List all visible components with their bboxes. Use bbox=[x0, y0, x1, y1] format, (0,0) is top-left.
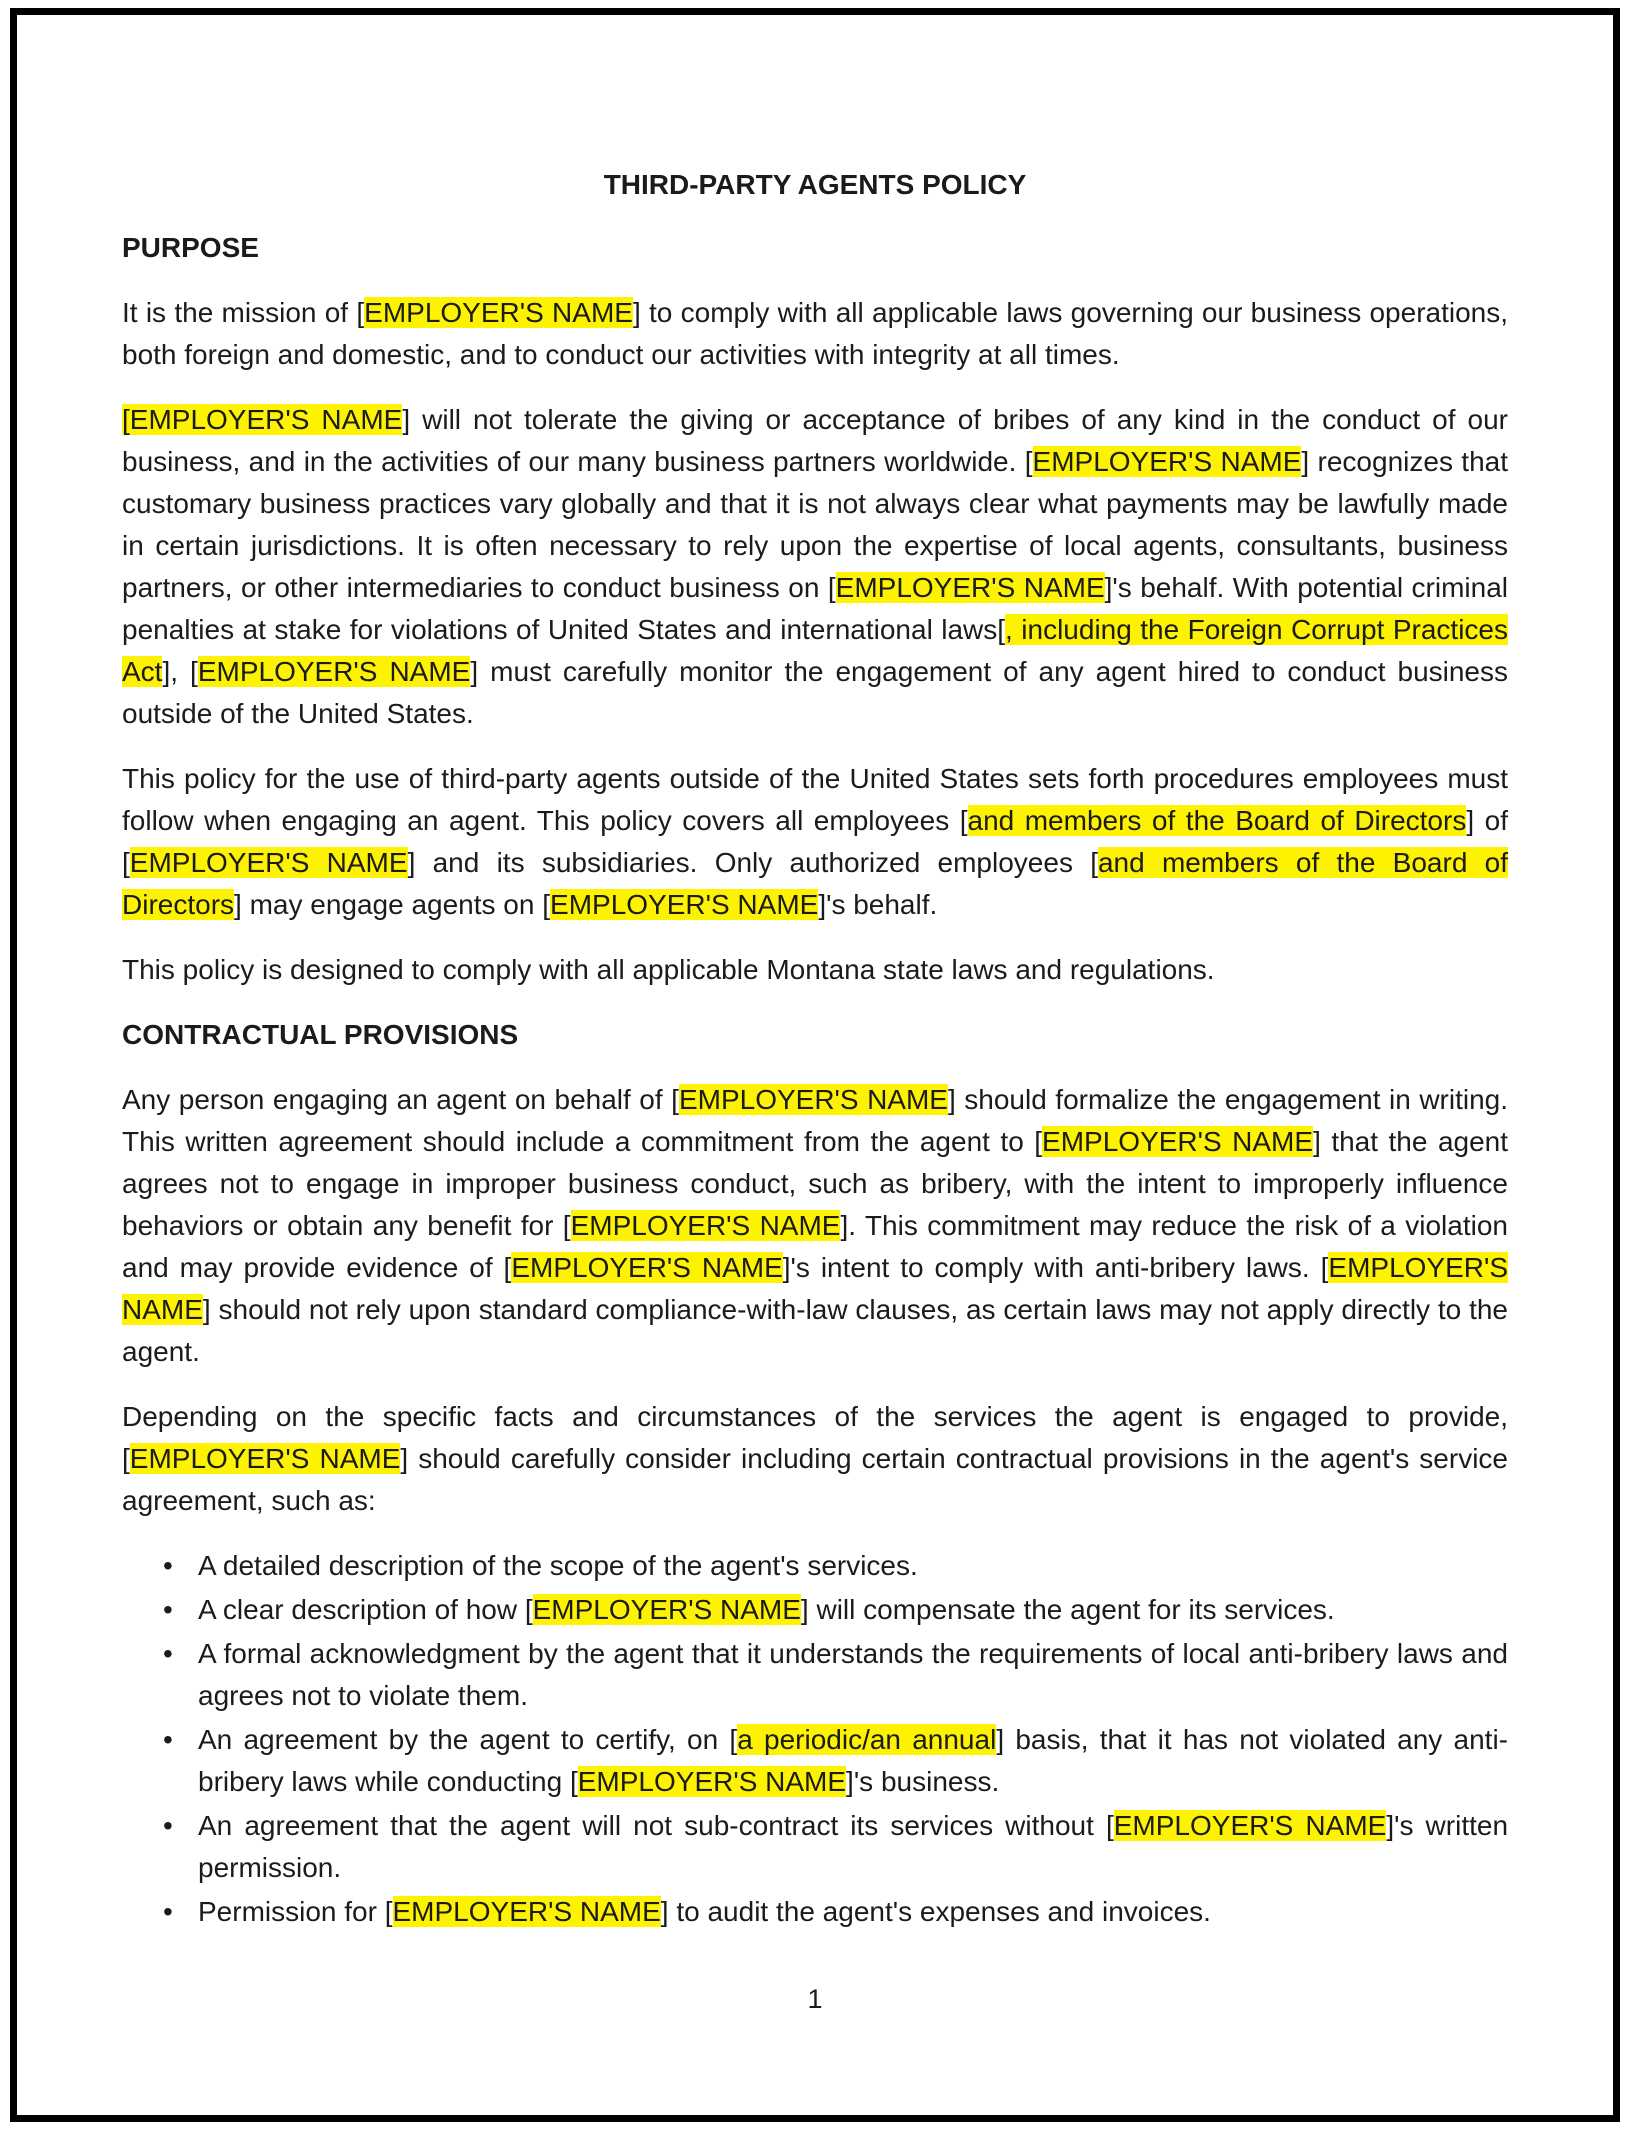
text-run: ] should formalize the engagement in writing. This written agreement should include a commitment from the agent to [ bbox=[122, 1084, 1509, 1157]
text-run: ]'s intent to comply with anti-bribery laws. [ bbox=[782, 1252, 1329, 1283]
bullet-icon: • bbox=[163, 1810, 173, 1841]
text-run: A clear description of how [ bbox=[198, 1594, 533, 1625]
text-run: ] should not rely upon standard compliance-with-law clauses, as certain laws may not apply directly to the agent. bbox=[122, 1294, 1508, 1367]
bullet-text bbox=[198, 1724, 1508, 1797]
paragraph bbox=[122, 399, 1508, 735]
text-run: ]'s written permission. bbox=[198, 1810, 1509, 1883]
paragraph bbox=[122, 1396, 1508, 1522]
bullet-icon: • bbox=[163, 1638, 173, 1669]
bullet-text bbox=[198, 1638, 1508, 1711]
text-run: An agreement by the agent to certify, on [ bbox=[198, 1724, 738, 1755]
highlighted-text: and members of the Board of Directors bbox=[122, 847, 1509, 920]
highlighted-text: EMPLOYER'S NAME bbox=[570, 1210, 841, 1241]
bullet-text bbox=[198, 1550, 918, 1581]
highlighted-text: EMPLOYER'S NAME bbox=[129, 847, 408, 878]
text-run: It is the mission of [ bbox=[122, 297, 365, 328]
text-run: ] to audit the agent's expenses and invoices. bbox=[660, 1896, 1211, 1927]
text-run: ], [ bbox=[162, 656, 198, 687]
text-run: ]. This commitment may reduce the risk of a violation and may provide evidence of [ bbox=[122, 1210, 1508, 1283]
highlighted-text: EMPLOYER'S NAME bbox=[577, 1766, 847, 1797]
highlighted-text: EMPLOYER'S NAME bbox=[1032, 446, 1302, 477]
highlighted-text: EMPLOYER'S NAME bbox=[550, 889, 819, 920]
bullet-icon: • bbox=[163, 1550, 173, 1581]
text-run: ] should carefully consider including certain contractual provisions in the agent's service agreement, such as: bbox=[122, 1443, 1508, 1516]
text-run: Depending on the specific facts and circumstances of the services the agent is engaged to provide, [ bbox=[122, 1401, 1508, 1474]
highlighted-text: a periodic/an annual bbox=[737, 1724, 997, 1755]
paragraph bbox=[122, 292, 1508, 376]
document-content bbox=[122, 164, 1508, 1935]
section-heading: PURPOSE bbox=[122, 232, 259, 263]
text-run: An agreement that the agent will not sub-contract its services without [ bbox=[198, 1810, 1114, 1841]
bullet-text bbox=[198, 1594, 1335, 1625]
text-run: ]'s behalf. bbox=[818, 889, 938, 920]
bullet-item bbox=[122, 1633, 1508, 1717]
section-heading: CONTRACTUAL PROVISIONS bbox=[122, 1019, 519, 1050]
highlighted-text: EMPLOYER'S NAME bbox=[129, 1443, 401, 1474]
bullet-list bbox=[122, 1545, 1508, 1933]
bullet-item bbox=[122, 1545, 1508, 1587]
page-number: 1 bbox=[807, 1984, 823, 2014]
paragraph bbox=[122, 949, 1508, 991]
paragraph bbox=[122, 1079, 1508, 1373]
highlighted-text: , including the Foreign Corrupt Practices Act bbox=[122, 614, 1508, 687]
text-run: A formal acknowledgment by the agent that it understands the requirements of local anti-bribery laws and agrees not to violate them. bbox=[198, 1638, 1508, 1711]
document-title: THIRD-PARTY AGENTS POLICY bbox=[603, 169, 1027, 200]
bullet-text bbox=[198, 1810, 1508, 1883]
highlighted-text: EMPLOYER'S NAME bbox=[392, 1896, 661, 1927]
highlighted-text: EMPLOYER'S NAME bbox=[532, 1594, 801, 1625]
paragraph bbox=[122, 758, 1508, 926]
bullet-item bbox=[122, 1805, 1508, 1889]
highlighted-text: EMPLOYER'S NAME bbox=[122, 1252, 1509, 1325]
text-run: ] and its subsidiaries. Only authorized employees [ bbox=[407, 847, 1098, 878]
highlighted-text: [EMPLOYER'S NAME bbox=[122, 404, 403, 435]
text-run: ]'s business. bbox=[846, 1766, 1000, 1797]
text-run: A detailed description of the scope of the agent's services. bbox=[198, 1550, 918, 1581]
bullet-text bbox=[198, 1896, 1211, 1927]
text-run: ] of [ bbox=[122, 805, 1508, 878]
text-run: ] must carefully monitor the engagement of any agent hired to conduct business outside of the United States. bbox=[122, 656, 1509, 729]
text-run: Any person engaging an agent on behalf of [ bbox=[122, 1084, 679, 1115]
text-run: This policy is designed to comply with all applicable Montana state laws and regulations. bbox=[122, 954, 1215, 985]
highlighted-text: EMPLOYER'S NAME bbox=[1113, 1810, 1387, 1841]
text-run: This policy for the use of third-party agents outside of the United States sets forth procedures employees must follow when engaging an agent. This policy covers all employees [ bbox=[122, 763, 1508, 836]
highlighted-text: EMPLOYER'S NAME bbox=[835, 572, 1105, 603]
bullet-icon: • bbox=[163, 1594, 173, 1625]
bullet-item bbox=[122, 1719, 1508, 1803]
text-run: ] will not tolerate the giving or acceptance of bribes of any kind in the conduct of our business, and in the activities of our many business partners worldwide. [ bbox=[122, 404, 1509, 477]
bullet-item bbox=[122, 1589, 1508, 1631]
text-run: ] to comply with all applicable laws governing our business operations, both foreign and domestic, and to conduct our activities with integrity at all times. bbox=[122, 297, 1509, 370]
highlighted-text: and members of the Board of Directors bbox=[967, 805, 1467, 836]
bullet-icon: • bbox=[163, 1724, 173, 1755]
highlighted-text: EMPLOYER'S NAME bbox=[197, 656, 471, 687]
highlighted-text: EMPLOYER'S NAME bbox=[678, 1084, 948, 1115]
text-run: ] will compensate the agent for its services. bbox=[800, 1594, 1335, 1625]
highlighted-text: EMPLOYER'S NAME bbox=[364, 297, 633, 328]
text-run: ]'s behalf. With potential criminal penalties at stake for violations of United States and international laws[ bbox=[122, 572, 1508, 645]
document-blocks bbox=[122, 164, 1508, 1933]
bullet-icon: • bbox=[163, 1896, 173, 1927]
text-run: ] recognizes that customary business practices vary globally and that it is not always clear what payments may be lawfully made in certain jurisdictions. It is often necessary to rely upon the expertise of local agents, consultants, business partners, or other intermediaries to conduct business on [ bbox=[122, 446, 1508, 603]
highlighted-text: EMPLOYER'S NAME bbox=[1042, 1126, 1314, 1157]
text-run: ] that the agent agrees not to engage in improper business conduct, such as bribery, with the intent to improperly influence behaviors or obtain any benefit for [ bbox=[122, 1126, 1509, 1241]
bullet-item bbox=[122, 1891, 1508, 1933]
text-run: Permission for [ bbox=[198, 1896, 393, 1927]
text-run: ] may engage agents on [ bbox=[234, 889, 551, 920]
text-run: ] basis, that it has not violated any anti-bribery laws while conducting [ bbox=[198, 1724, 1508, 1797]
highlighted-text: EMPLOYER'S NAME bbox=[511, 1252, 783, 1283]
